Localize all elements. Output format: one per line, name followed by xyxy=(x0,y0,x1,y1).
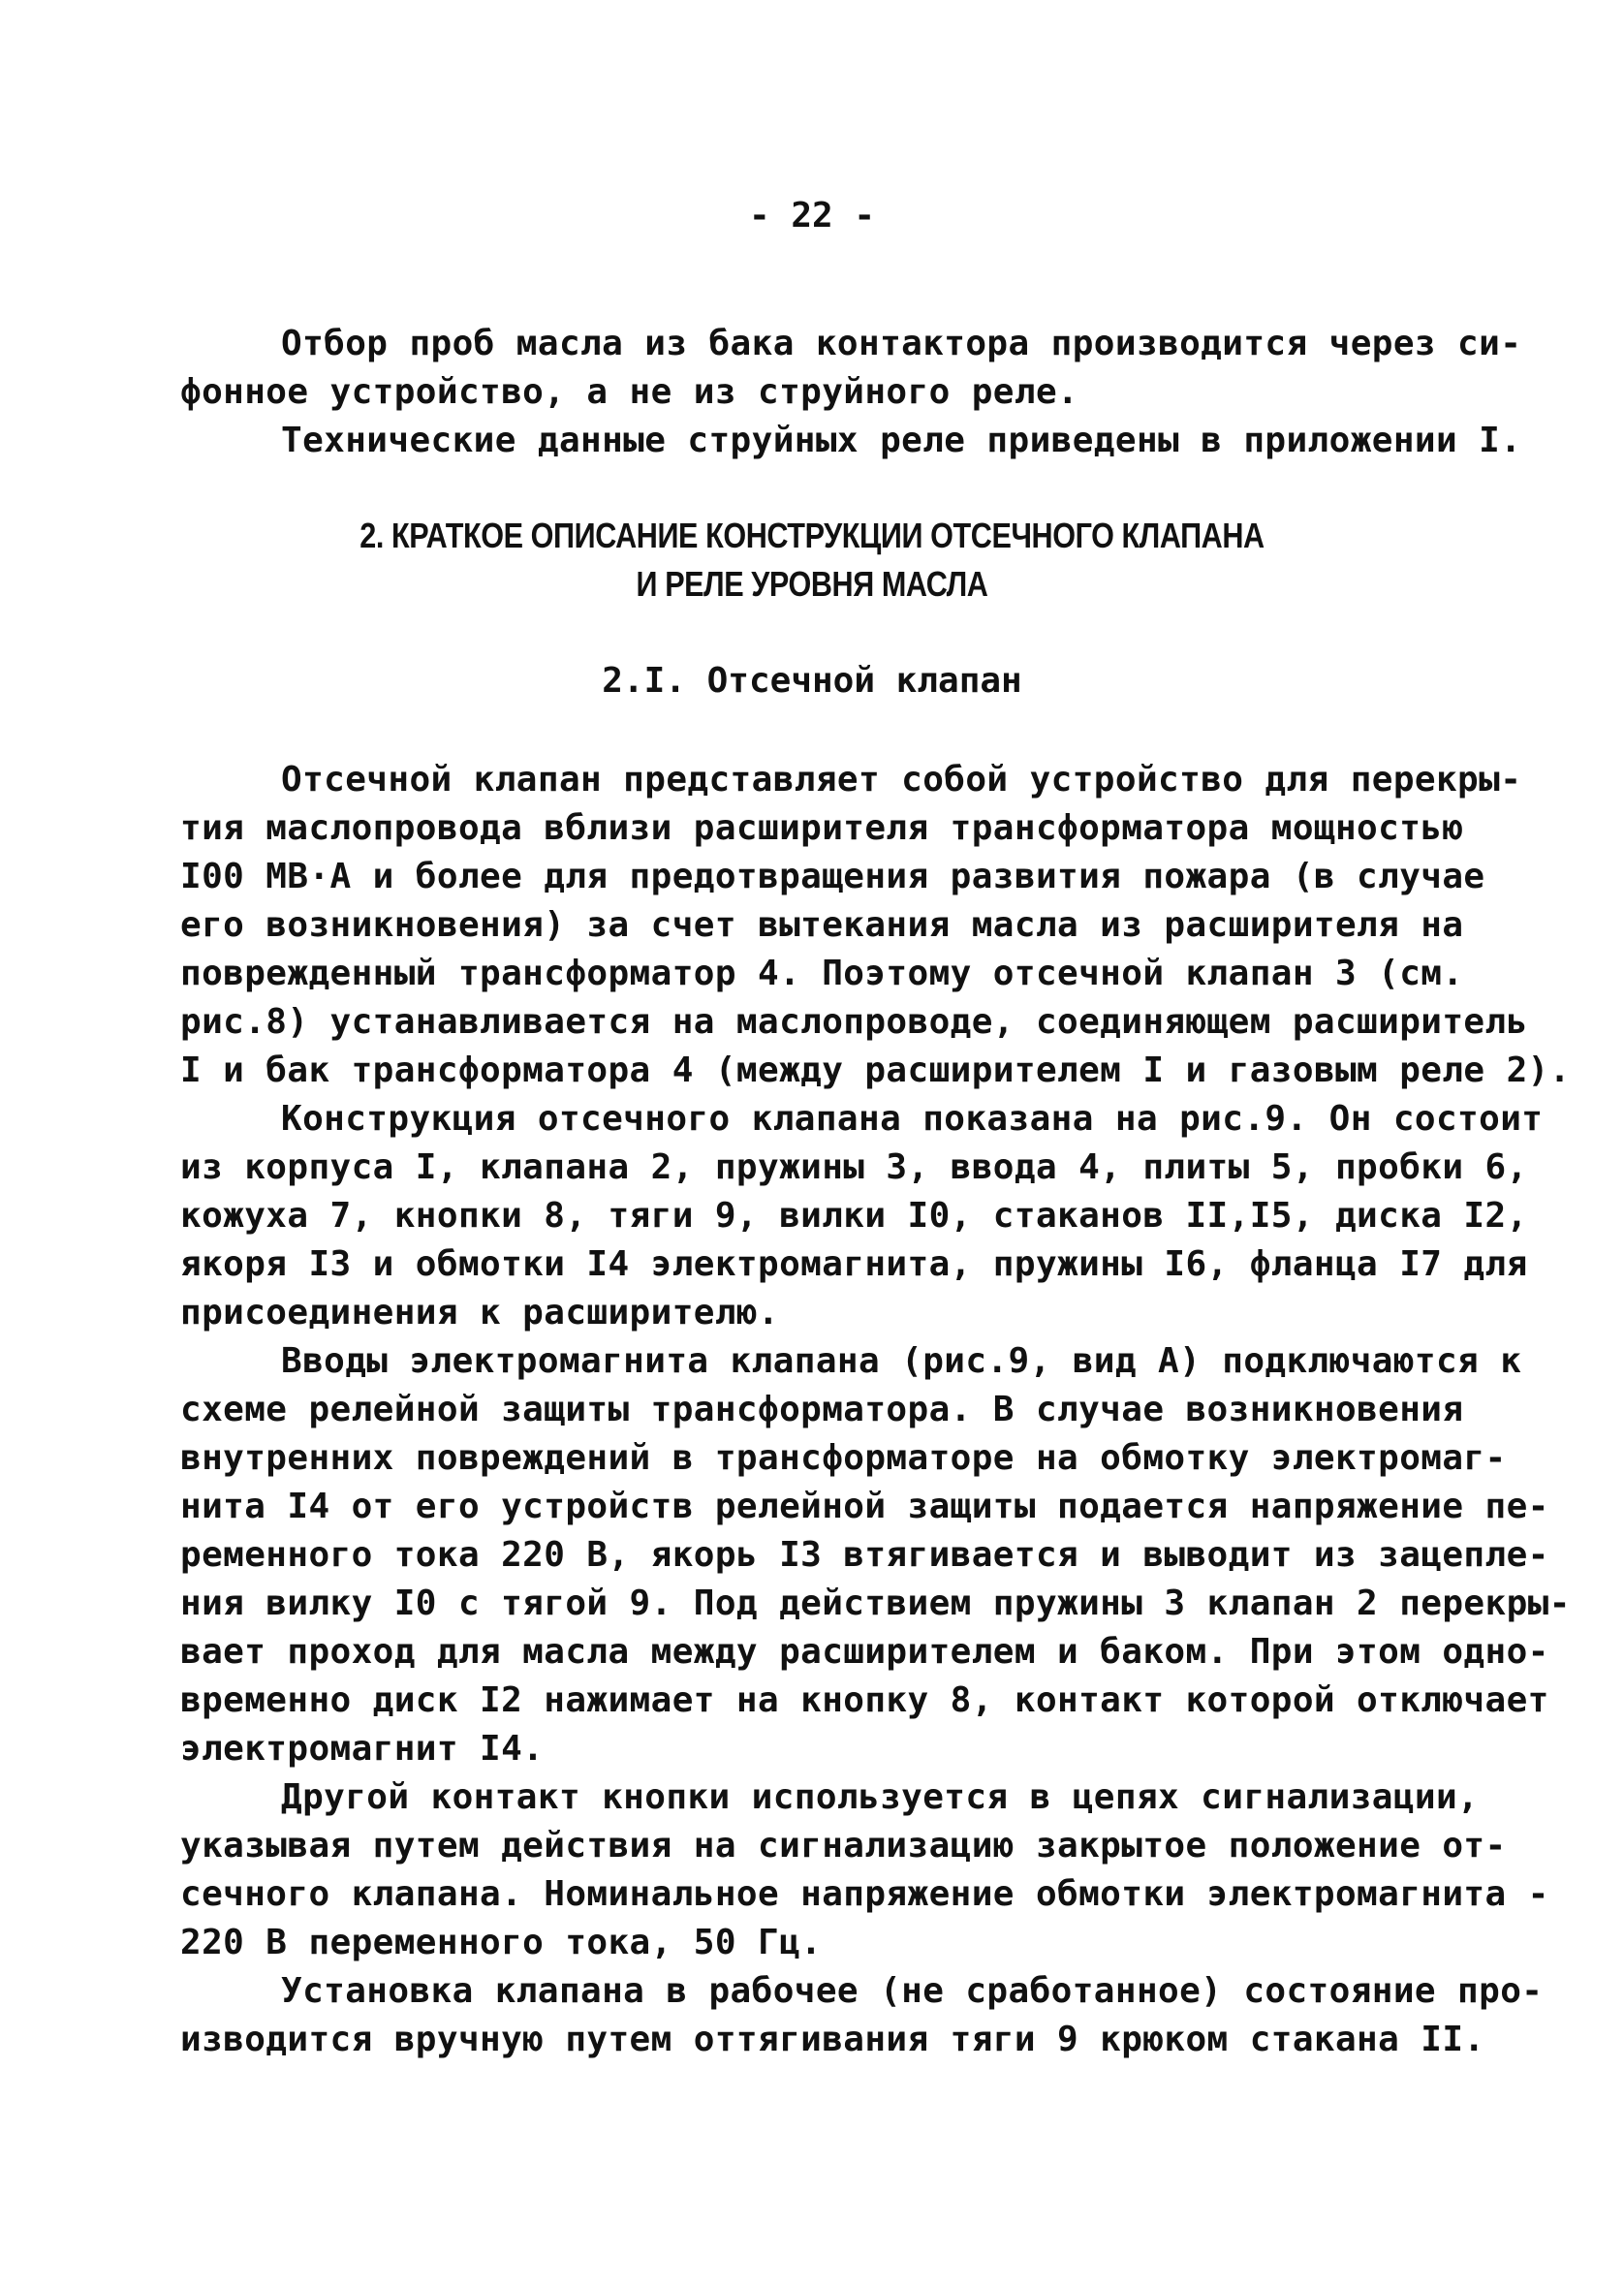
body-line: кожуха 7, кнопки 8, тяги 9, вилки I0, стаканов II,I5, диска I2, xyxy=(180,1196,1528,1236)
body-line: его возникновения) за счет вытекания масла из расширителя на xyxy=(180,905,1464,945)
body-line: сечного клапана. Номинальное напряжение обмотки электромагнита - xyxy=(180,1874,1549,1914)
body-line: тия маслопровода вблизи расширителя трансформатора мощностью xyxy=(180,808,1464,848)
subsection-title: 2.I. Отсечной клапан xyxy=(602,661,1022,701)
body-line: I00 МВ·А и более для предотвращения развития пожара (в случае xyxy=(180,857,1485,896)
body-line: схеме релейной защиты трансформатора. В случае возникновения xyxy=(180,1390,1464,1429)
body-line: I и бак трансформатора 4 (между расширителем I и газовым реле 2). xyxy=(180,1050,1571,1090)
section-title: 2. КРАТКОЕ ОПИСАНИЕ КОНСТРУКЦИИ ОТСЕЧНОГО КЛАПАНА xyxy=(359,516,1265,555)
intro-line: Технические данные струйных реле приведены в приложении I. xyxy=(281,421,1522,460)
body-line: 220 В переменного тока, 50 Гц. xyxy=(180,1923,823,1962)
body-line: временно диск I2 нажимает на кнопку 8, контакт которой отключает xyxy=(180,1680,1549,1720)
body-line: поврежденный трансформатор 4. Поэтому отсечной клапан 3 (см. xyxy=(180,954,1464,993)
body-line: Другой контакт кнопки используется в цепях сигнализации, xyxy=(281,1777,1480,1817)
intro-line: фонное устройство, а не из струйного реле. xyxy=(180,372,1079,412)
body-line: Вводы электромагнита клапана (рис.9, вид А) подключаются к xyxy=(281,1341,1522,1381)
intro-line: Отбор проб масла из бака контактора производится через си- xyxy=(281,324,1522,363)
body-line: из корпуса I, клапана 2, пружины 3, ввода 4, плиты 5, пробки 6, xyxy=(180,1147,1528,1187)
body-line: ния вилку I0 с тягой 9. Под действием пружины 3 клапан 2 перекры- xyxy=(180,1583,1571,1623)
page-number: - 22 - xyxy=(748,196,876,235)
body-line: Установка клапана в рабочее (не сработанное) состояние про- xyxy=(281,1971,1544,2011)
body-line: Отсечной клапан представляет собой устройство для перекры- xyxy=(281,760,1522,800)
body-line: электромагнит I4. xyxy=(180,1729,545,1769)
body-line: ременного тока 220 В, якорь I3 втягивается и выводит из зацепле- xyxy=(180,1535,1549,1575)
body-line: вает проход для масла между расширителем и баком. При этом одно- xyxy=(180,1632,1549,1672)
body-line: указывая путем действия на сигнализацию закрытое положение от- xyxy=(180,1826,1507,1866)
body-line: присоединения к расширителю. xyxy=(180,1293,780,1333)
body-line: изводится вручную путем оттягивания тяги 9 крюком стакана II. xyxy=(180,2020,1485,2059)
section-title: И РЕЛЕ УРОВНЯ МАСЛА xyxy=(636,564,988,604)
body-line: якоря I3 и обмотки I4 электромагнита, пружины I6, фланца I7 для xyxy=(180,1244,1528,1284)
body-line: Конструкция отсечного клапана показана на рис.9. Он состоит xyxy=(281,1099,1544,1139)
body-line: внутренних повреждений в трансформаторе на обмотку электромаг- xyxy=(180,1438,1507,1478)
body-line: рис.8) устанавливается на маслопроводе, соединяющем расширитель xyxy=(180,1002,1528,1042)
body-line: нита I4 от его устройств релейной защиты подается напряжение пе- xyxy=(180,1487,1549,1526)
